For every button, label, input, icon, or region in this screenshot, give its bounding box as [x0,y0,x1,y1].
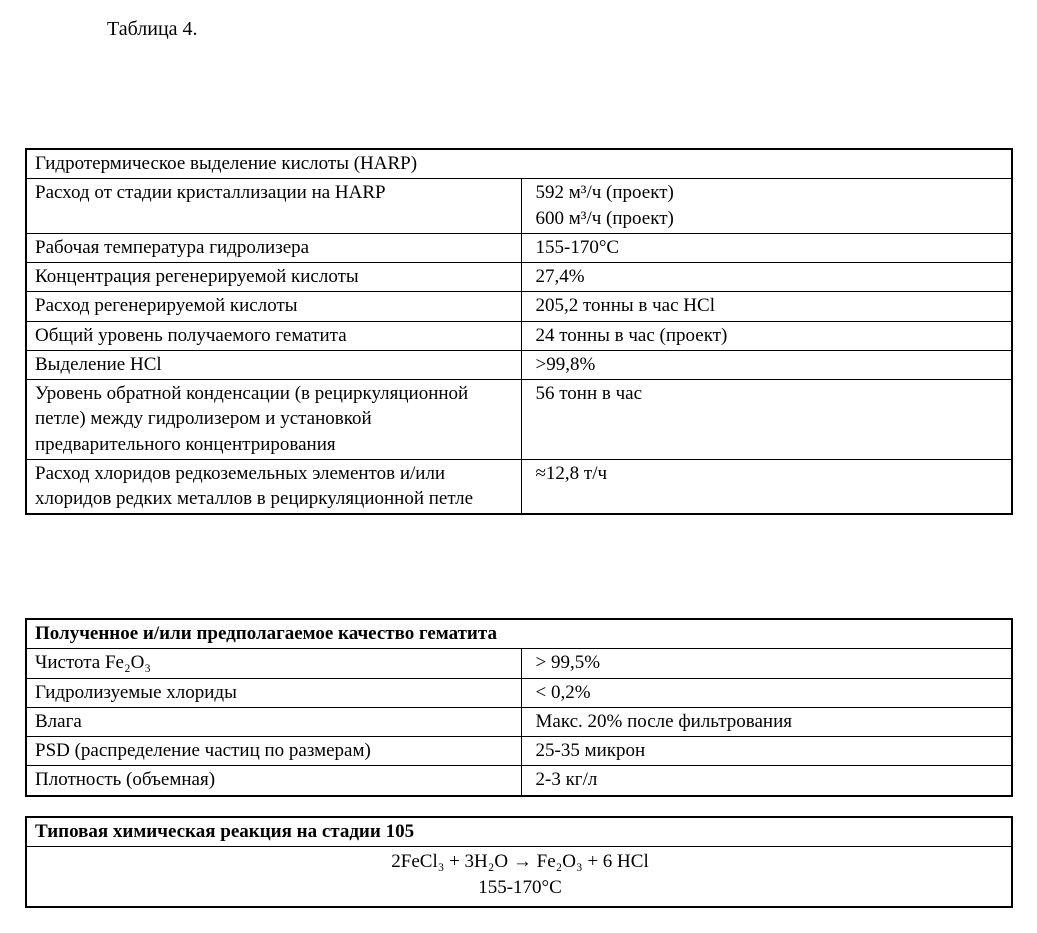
table-row [26,233,1012,262]
table-row [26,292,1012,321]
harp-table [25,148,1013,515]
row-value: Макс. 20% после фильтрования [521,707,1012,736]
hematite-quality-table [25,618,1013,797]
row-label: Чистота Fe₂O₃ [26,649,521,678]
row-value: >99,8% [521,350,1012,379]
row-label: Расход от стадии кристаллизации на HARP [26,179,521,234]
table-row [26,263,1012,292]
row-label: PSD (распределение частиц по размерам) [26,737,521,766]
row-value: 592 м³/ч (проект) 600 м³/ч (проект) [521,179,1012,234]
row-value: 25-35 микрон [521,737,1012,766]
row-value: 2-3 кг/л [521,766,1012,796]
row-label: Плотность (объемная) [26,766,521,796]
table-row [26,847,1012,907]
row-value: < 0,2% [521,678,1012,707]
table-row [26,649,1012,678]
row-label: Расход хлоридов редкоземельных элементов и/или хлоридов редких металлов в рециркуляционной петле [26,459,521,514]
table-row [26,350,1012,379]
row-value: 205,2 тонны в час HCl [521,292,1012,321]
row-value: 155-170°С [521,233,1012,262]
row-value: 27,4% [521,263,1012,292]
table-row [26,707,1012,736]
row-label: Рабочая температура гидролизера [26,233,521,262]
reaction-table-header: Типовая химическая реакция на стадии 105 [26,817,1012,847]
table-header-row [26,817,1012,847]
table-row [26,321,1012,350]
table-row [26,179,1012,234]
row-label: Общий уровень получаемого гематита [26,321,521,350]
row-value: 56 тонн в час [521,380,1012,460]
table-header-row [26,619,1012,649]
table-row [26,380,1012,460]
table-row [26,678,1012,707]
row-label: Расход регенерируемой кислоты [26,292,521,321]
harp-table-header: Гидротермическое выделение кислоты (HARP) [26,149,1012,179]
row-label: Влага [26,707,521,736]
row-label: Выделение HCl [26,350,521,379]
table-row [26,459,1012,514]
table-header-row [26,149,1012,179]
table-row [26,737,1012,766]
row-value: > 99,5% [521,649,1012,678]
reaction-table [25,816,1013,908]
table-row [26,766,1012,796]
row-label: Гидролизуемые хлориды [26,678,521,707]
row-label: Уровень обратной конденсации (в рециркуляционной петле) между гидролизером и установкой предварительного концентрирования [26,380,521,460]
quality-table-header: Полученное и/или предполагаемое качество гематита [26,619,1012,649]
table-caption: Таблица 4. [107,18,198,40]
row-value: ≈12,8 т/ч [521,459,1012,514]
row-label: Концентрация регенерируемой кислоты [26,263,521,292]
row-value: 24 тонны в час (проект) [521,321,1012,350]
chemical-reaction: 2FeCl₃ + 3H₂O → Fe₂O₃ + 6 HCl 155-170°С [26,847,1012,907]
